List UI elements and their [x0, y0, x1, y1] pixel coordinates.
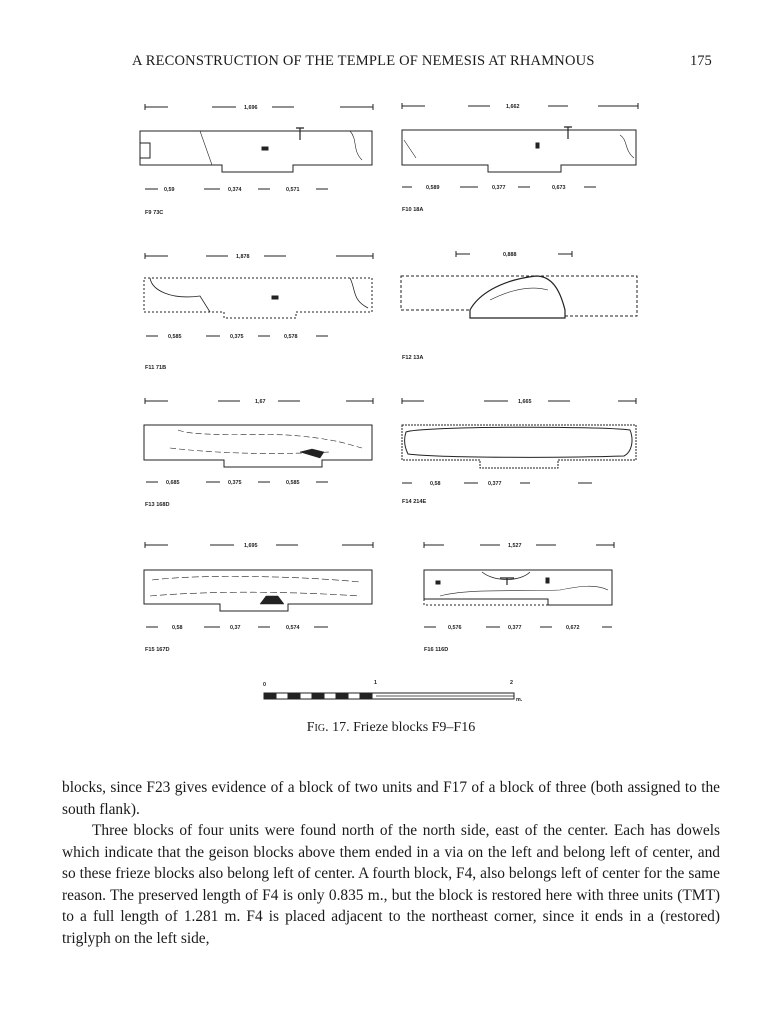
- f14-seg-2: 0,377: [488, 481, 502, 487]
- block-f10: [402, 103, 638, 187]
- f16-seg-3: 0,672: [566, 625, 580, 631]
- block-f13: [144, 398, 373, 482]
- block-f15: [144, 542, 373, 627]
- figure-caption: [0, 720, 782, 736]
- f13-label: F13 168D: [145, 502, 170, 508]
- f9-total: 1,696: [244, 105, 258, 111]
- f16-seg-2: 0,377: [508, 625, 522, 631]
- f16-seg-1: 0,576: [448, 625, 462, 631]
- f14-seg-1: 0,58: [430, 481, 441, 487]
- scale-tick-2: 2: [510, 680, 513, 686]
- scale-tick-0: 0: [263, 682, 266, 688]
- f12-total: 0,888: [503, 252, 517, 258]
- block-f14: [402, 398, 636, 483]
- scale-bar: [264, 693, 514, 699]
- f11-label: F11 71B: [145, 365, 167, 371]
- f13-seg-2: 0,375: [228, 480, 242, 486]
- f10-seg-2: 0,377: [492, 185, 506, 191]
- f15-seg-2: 0,37: [230, 625, 241, 631]
- f11-seg-1: 0,585: [168, 334, 182, 340]
- f11-seg-3: 0,578: [284, 334, 298, 340]
- block-f16: [424, 542, 614, 627]
- scale-tick-1: 1: [374, 680, 377, 686]
- block-f9: [140, 104, 373, 189]
- f9-seg-1: 0,59: [164, 187, 175, 193]
- f15-seg-3: 0,574: [286, 625, 300, 631]
- f13-seg-1: 0,685: [166, 480, 180, 486]
- f16-total: 1,527: [508, 543, 522, 549]
- f13-total: 1,67: [255, 399, 266, 405]
- page-number: 175: [690, 53, 712, 69]
- f10-total: 1,662: [506, 104, 520, 110]
- f11-seg-2: 0,375: [230, 334, 244, 340]
- f10-seg-3: 0,673: [552, 185, 566, 191]
- block-f12: [401, 251, 637, 318]
- paragraph-1: blocks, since F23 gives evidence of a block of two units and F17 of a block of three (both assigned to the south flank).: [62, 779, 720, 818]
- f13-seg-3: 0,585: [286, 480, 300, 486]
- scale-unit: m.: [516, 697, 523, 703]
- f11-total: 1,878: [236, 254, 250, 260]
- caption-text: 17. Frieze blocks F9–F16: [332, 720, 476, 735]
- running-head: A RECONSTRUCTION OF THE TEMPLE OF NEMESIS AT RHAMNOUS: [132, 53, 595, 69]
- f14-label: F14 214E: [402, 499, 427, 505]
- f15-total: 1,695: [244, 543, 258, 549]
- caption-prefix: Fig.: [306, 720, 329, 735]
- f10-seg-1: 0,589: [426, 185, 440, 191]
- paragraph-2: Three blocks of four units were found north of the north side, east of the center. Each has dowels which indicate that the geison blocks above them ended in a via on the left and belong left of center, and so these frieze blocks also belong left of center. A fourth block, F4, also belongs left of center for the same reason. The preserved length of F4 is only 0.835 m., but the block is restored here with three units (TMT) to a full length of 1.281 m. F4 is placed adjacent to the northeast corner, since it ends in a (restored) triglyph on the left side,: [62, 822, 720, 947]
- f14-total: 1,665: [518, 399, 532, 405]
- body-text: [62, 777, 720, 949]
- f9-label: F9 73C: [145, 210, 164, 216]
- f10-label: F10 18A: [402, 207, 424, 213]
- f12-label: F12 13A: [402, 355, 424, 361]
- f9-seg-2: 0,374: [228, 187, 242, 193]
- f15-label: F15 167D: [145, 647, 170, 653]
- f15-seg-1: 0,58: [172, 625, 183, 631]
- f16-label: F16 116D: [424, 647, 449, 653]
- block-f11: [144, 253, 373, 336]
- f9-seg-3: 0,571: [286, 187, 300, 193]
